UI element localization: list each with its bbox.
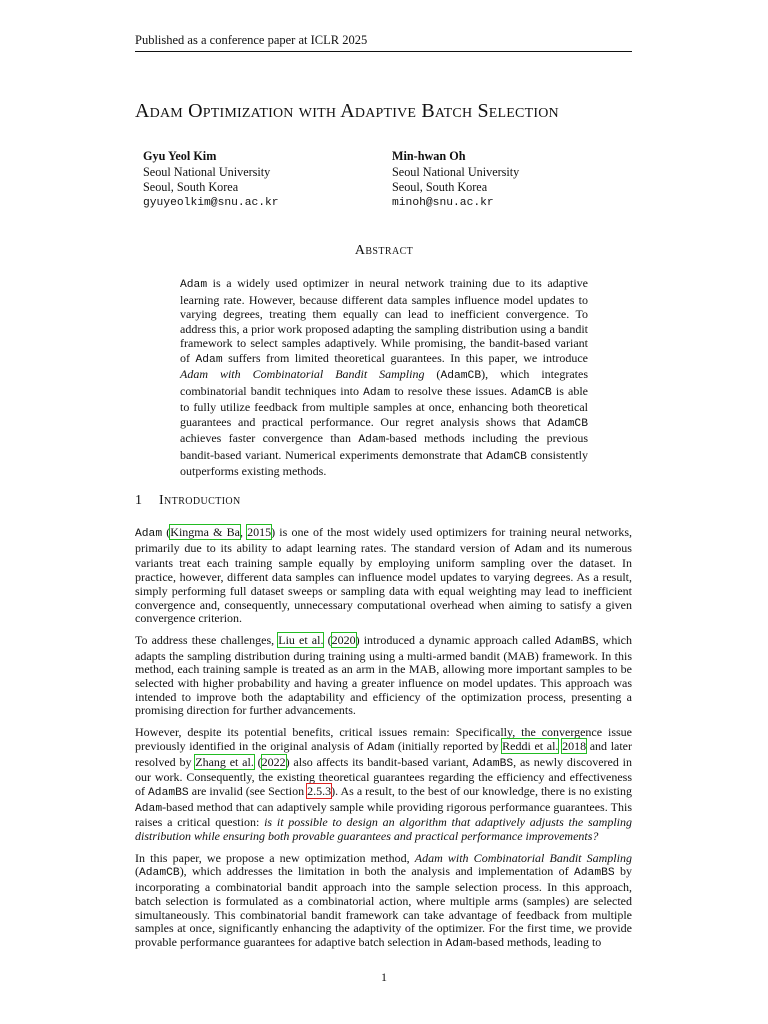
author-email[interactable]: minoh@snu.ac.kr — [392, 196, 494, 209]
author-affiliation: Seoul National University — [143, 164, 271, 179]
text-run: In this paper, we propose a new optimization method, — [135, 850, 415, 865]
code-term: AdamBS — [573, 867, 615, 880]
body-text — [135, 526, 632, 960]
code-term: Adam — [367, 741, 395, 754]
text-run: -based methods including the previous bandit-based variant. Numerical experiments demonstrate that — [180, 431, 589, 462]
section-title: Introduction — [159, 493, 241, 508]
citation-link[interactable]: Zhang et al. — [195, 754, 254, 769]
author-block — [392, 149, 519, 211]
text-run: However, despite its potential benefits, critical issues remain: Specifically, the convergence issue previously identified in the original analysis of — [135, 725, 632, 753]
text-run: ) introduced a dynamic approach called — [355, 632, 555, 647]
text-run: ), which addresses the limitation in both the analysis and implementation of — [179, 864, 574, 879]
abstract-paragraph — [180, 276, 588, 479]
text-run: are invalid (see Section — [188, 783, 308, 798]
text-run: -based methods, leading to — [472, 934, 602, 949]
text-run: ( — [135, 864, 139, 879]
paper-title: Adam Optimization with Adaptive Batch Selection — [135, 100, 559, 122]
author-affiliation: Seoul National University — [392, 164, 520, 179]
section-number: 1 — [135, 493, 142, 508]
citation-link[interactable]: Kingma & Ba — [170, 525, 240, 539]
page-number: 1 — [381, 970, 387, 984]
paragraph — [135, 526, 632, 626]
code-term: Adam — [195, 353, 223, 366]
code-term: AdamCB — [511, 386, 552, 399]
code-term: AdamBS — [148, 786, 189, 799]
text-run: suffers from limited theoretical guarantees. In this paper, we introduce — [222, 350, 588, 365]
code-term: Adam — [445, 937, 473, 950]
text-run: ) is one of the most widely used optimizers for training neural networks, primarily due to its ability to adapt learning rates. The standard version of — [135, 525, 633, 555]
author-block — [143, 149, 279, 211]
text-run: -based method that can adaptively sample while providing rigorous performance guarantees. This raises a critical question: — [135, 799, 632, 830]
code-term: Adam — [358, 434, 386, 446]
code-term: AdamBS — [554, 635, 596, 648]
abstract-heading: Abstract — [354, 243, 414, 258]
author-name: Min-hwan Oh — [392, 149, 466, 163]
text-run: ), which integrates combinatorial bandit techniques into — [180, 367, 588, 398]
text-run: ( — [323, 632, 332, 647]
paragraph — [135, 634, 632, 718]
author-name: Gyu Yeol Kim — [143, 149, 217, 163]
text-run: ) also affects its bandit-based variant, — [285, 754, 473, 769]
text-run: is a widely used optimizer in neural network training due to its adaptive learning rate. However, because different data samples influence model updates to varying degrees, treating them equally can lead to inefficient convergence. To address this, a prior work proposed adapting the sampling distribution using a bandit framework to select samples adaptively. While promising, the bandit-based variant of — [180, 276, 588, 365]
code-term: AdamCB — [486, 450, 527, 463]
text-run: , as newly discovered in our work. Consequently, the existing theoretical guarantees regarding the efficiency and effectiveness of — [135, 754, 632, 798]
section-heading — [135, 493, 241, 509]
text-run: to resolve these issues. — [390, 383, 512, 398]
emphasis: Adam with Combinatorial Bandit Sampling — [414, 850, 632, 865]
text-run: , — [239, 525, 248, 539]
code-term: Adam — [180, 279, 208, 291]
text-run: achieves faster convergence than — [180, 431, 359, 445]
citation-link[interactable]: 2020 — [331, 632, 356, 647]
text-run: ( — [253, 754, 262, 769]
author-location: Seoul, South Korea — [143, 180, 239, 194]
text-run: ( — [424, 367, 441, 381]
code-term: AdamBS — [472, 757, 514, 770]
text-run: by incorporating a combinatorial bandit approach into the sample selection process. In this approach, batch selection is formulated as a combinatorial action, where multiple arms (samples) are selected simultaneously. This combinatorial bandit framework can take advantage of feedback from multiple samples at once, significantly enhancing the adaptivity of the optimizer. For the first time, we provide provable performance guarantees for adaptive batch selection in — [135, 864, 633, 949]
citation-link[interactable]: 2018 — [562, 738, 587, 753]
citation-link[interactable]: Reddi et al. — [502, 738, 559, 753]
citation-link[interactable]: Liu et al. — [278, 632, 324, 647]
text-run: and its numerous variants treat each training sample equally by employing uniform sampling over the dataset. In practice, however, different data samples can influence model updates to varying degrees. As a result, simply performing full dataset sweeps or sampling data with equal weighting may lead to inefficient convergence and, consequently, unnecessary computational overhead when aiming to satisfy a given convergence criterion. — [135, 540, 632, 626]
emphasis: is it possible to design an algorithm that adaptively adjusts the sampling distribution while ensuring both provable guarantees and practical performance improvements? — [135, 815, 632, 844]
code-term: Adam — [135, 802, 163, 815]
emphasis: Adam with Combinatorial Bandit Sampling — [180, 367, 425, 381]
text-run: consistently outperforms existing methods. — [180, 447, 589, 478]
paragraph — [135, 726, 632, 844]
text-run: and later resolved by — [135, 738, 633, 769]
text-run: , which adapts the sampling distribution during training using a multi-armed bandit (MAB) framework. In this method, each training sample is treated as an arm in the MAB, allowing more important samples to be selected with higher probability and having a greater influence on model updates. This approach was intended to improve both the adaptability and efficiency of the optimization process, presenting a promising direction for further advancements. — [135, 632, 633, 718]
abstract-body — [180, 276, 588, 479]
author-location: Seoul, South Korea — [392, 180, 488, 194]
citation-link[interactable]: 2022 — [261, 754, 286, 769]
code-term: Adam — [135, 528, 163, 540]
author-email[interactable]: gyuyeolkim@snu.ac.kr — [143, 196, 279, 209]
section-ref-link[interactable]: 2.5.3 — [307, 783, 332, 798]
text-run: is able to fully utilize feedback from multiple samples at once, enhancing both theoretical guarantees and practical performance. Our regret analysis shows that — [180, 383, 588, 429]
code-term: Adam — [514, 543, 542, 556]
text-run: To address these challenges, — [135, 632, 279, 647]
running-header: Published as a conference paper at ICLR 2025 — [135, 33, 632, 52]
text-run: (initially reported by — [394, 738, 503, 753]
code-term: AdamCB — [139, 867, 180, 880]
code-term: Adam — [363, 386, 391, 399]
citation-link[interactable]: 2015 — [247, 525, 272, 539]
text-run: ( — [162, 525, 171, 539]
code-term: AdamCB — [547, 417, 588, 430]
paragraph — [135, 852, 632, 952]
text-run: ). As a result, to the best of our knowledge, there is no existing — [331, 783, 633, 798]
code-term: AdamCB — [440, 370, 482, 382]
